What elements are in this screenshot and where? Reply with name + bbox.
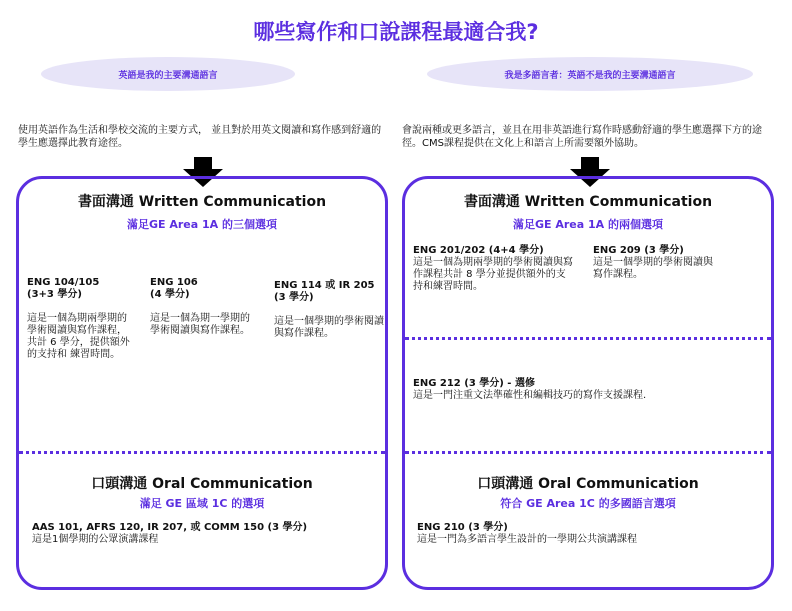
section-divider	[405, 451, 771, 454]
course-code: ENG 210 (3 學分)	[417, 522, 508, 533]
course-description: 這是一個學期的學術閱讀與寫作課程。	[593, 257, 713, 280]
course-code: AAS 101, AFRS 120, IR 207, 或 COMM 150 (3 學分)	[32, 522, 308, 533]
multilingual-description: 會說兩種或更多語言，並且在用非英語進行寫作時感動舒適的學生應選擇下方的途徑。CMS課程提供在文化上和語言上所需要額外協助。	[402, 125, 762, 149]
multilingual-panel	[402, 176, 774, 590]
course-description: 這是一個為期一學期的 學術閱讀與寫作課程。	[150, 313, 250, 336]
section-divider	[405, 337, 771, 340]
course-description: 這是1個學期的公眾演講課程	[32, 534, 159, 545]
course-description: 這是一個為期兩學期的學術閱讀與寫作課程，共計 6 學分，提供額外的支持和 練習時間。	[27, 313, 130, 360]
course-eng-212	[413, 378, 753, 402]
course-description: 這是一門注重文法準確性和編輯技巧的寫作支援課程.	[413, 390, 647, 401]
course-code: ENG 114 或 IR 205 (3 學分)	[274, 280, 375, 303]
section-divider	[19, 451, 385, 454]
course-eng-114-ir-205	[274, 280, 384, 340]
course-description: 這是一個為期兩學期的學術閱讀與寫作課程共計 8 學分並提供額外的支持和練習時間。	[413, 257, 573, 292]
written-options-subheading: 滿足GE Area 1A 的兩個選項	[512, 218, 664, 231]
course-code: ENG 212 (3 學分) - 選修	[413, 378, 535, 389]
course-eng-201-202	[413, 245, 575, 293]
course-code: ENG 104/105 (3+3 學分)	[27, 277, 100, 300]
course-code: ENG 106 (4 學分)	[150, 277, 198, 300]
course-eng-106	[150, 277, 255, 337]
course-eng-104-105	[27, 277, 132, 361]
course-code: ENG 201/202 (4+4 學分)	[413, 245, 544, 256]
written-communication-heading: 書面溝通 Written Communication	[463, 194, 713, 210]
oral-options-subheading: 符合 GE Area 1C 的多國語言選項	[500, 497, 676, 510]
course-code: ENG 209 (3 學分)	[593, 245, 684, 256]
course-description: 這是一門為多語言學生設計的一學期公共演講課程	[417, 534, 637, 545]
english-primary-description: 使用英語作為生活和學校交流的主要方式， 並且對於用英文閱讀和寫作感到舒適的學生應選擇此教育途徑。	[18, 125, 382, 149]
course-eng-209	[593, 245, 713, 281]
multilingual-pill: 我是多語言者：英語不是我的主要溝通語言	[427, 57, 753, 91]
english-primary-pill: 英語是我的主要溝通語言	[41, 57, 295, 91]
course-description: 這是一個學期的學術閱讀與寫作課程。	[274, 316, 384, 339]
oral-communication-heading: 口頭溝通 Oral Communication	[477, 476, 699, 492]
oral-options-subheading: 滿足 GE 區域 1C 的選項	[139, 497, 265, 510]
course-eng-210	[417, 522, 757, 546]
course-public-speaking	[32, 522, 377, 546]
written-communication-heading: 書面溝通 Written Communication	[77, 194, 327, 210]
written-options-subheading: 滿足GE Area 1A 的三個選項	[126, 218, 278, 231]
oral-communication-heading: 口頭溝通 Oral Communication	[91, 476, 313, 492]
english-primary-panel	[16, 176, 388, 590]
page-title: 哪些寫作和口說課程最適合我?	[253, 20, 539, 44]
